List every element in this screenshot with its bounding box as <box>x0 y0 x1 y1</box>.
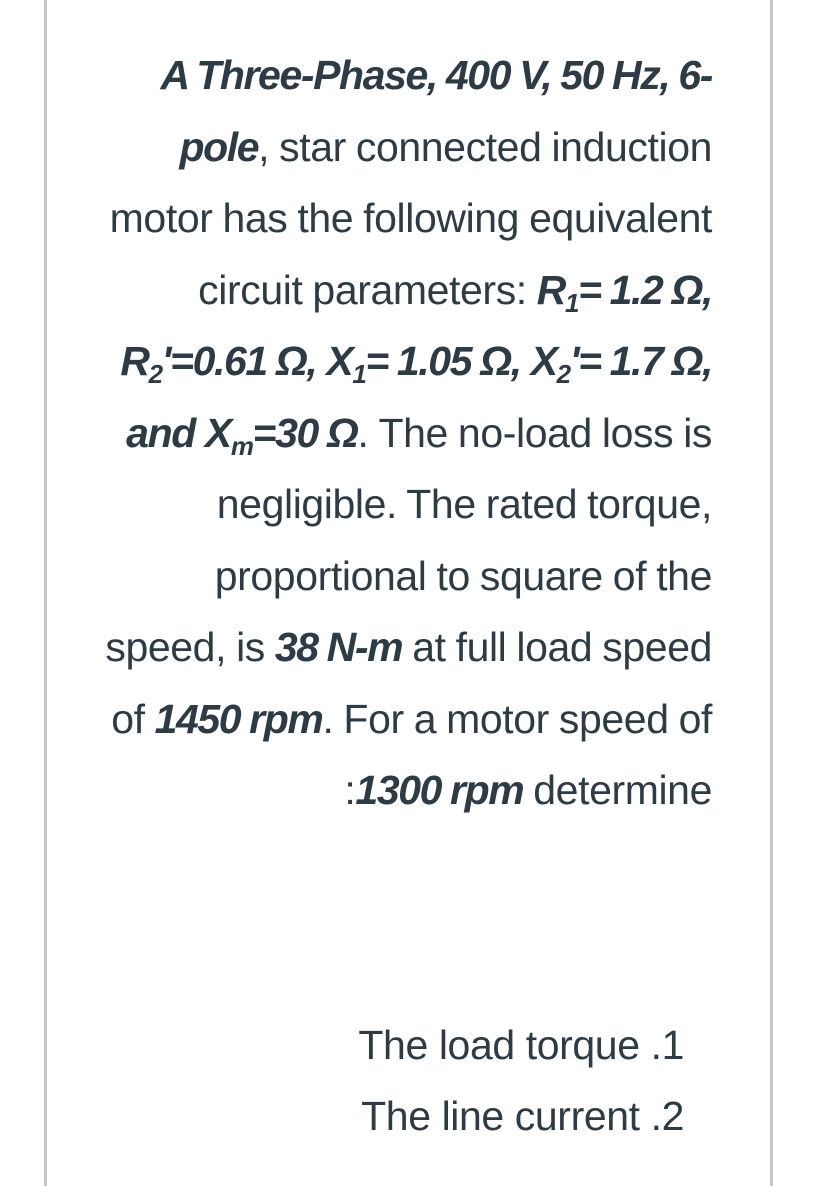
parameter-r2: $R_2'=0.61$ Ω, <box>120 338 317 389</box>
parameter-xm: $X_m=30$ Ω <box>204 409 358 461</box>
task-item-load-torque: The load torque .1 <box>358 1022 684 1068</box>
full-load-speed: 1450 rpm <box>154 695 323 742</box>
parameter-x1: $X_1= 1.05$ Ω, <box>326 338 521 389</box>
question-text-3: at full load speed of <box>111 624 712 742</box>
task-list <box>100 1010 684 1152</box>
question-text-5: determine <box>523 767 712 813</box>
motor-spec-title: A Three-Phase, 400 V, 50 Hz, 6-pole <box>160 52 712 170</box>
parameter-r1: $R_1= 1.2$ Ω, <box>536 266 712 318</box>
question-text-2: . The no-load loss is negligible. The rated torque, proportional to square of the speed, is <box>105 409 712 670</box>
question-text-1: , star connected induction motor has the following equivalent circuit parameters: <box>109 123 712 313</box>
task-item-line-current: The line current .2 <box>361 1093 684 1139</box>
question-text <box>100 40 712 827</box>
motor-speed: 1300 rpm <box>355 767 524 813</box>
question-text-4: . For a motor speed of : <box>322 695 712 813</box>
rated-torque: 38 N-m <box>274 624 403 670</box>
parameter-x2: $X_2'= 1.7$ Ω, and <box>126 338 712 456</box>
